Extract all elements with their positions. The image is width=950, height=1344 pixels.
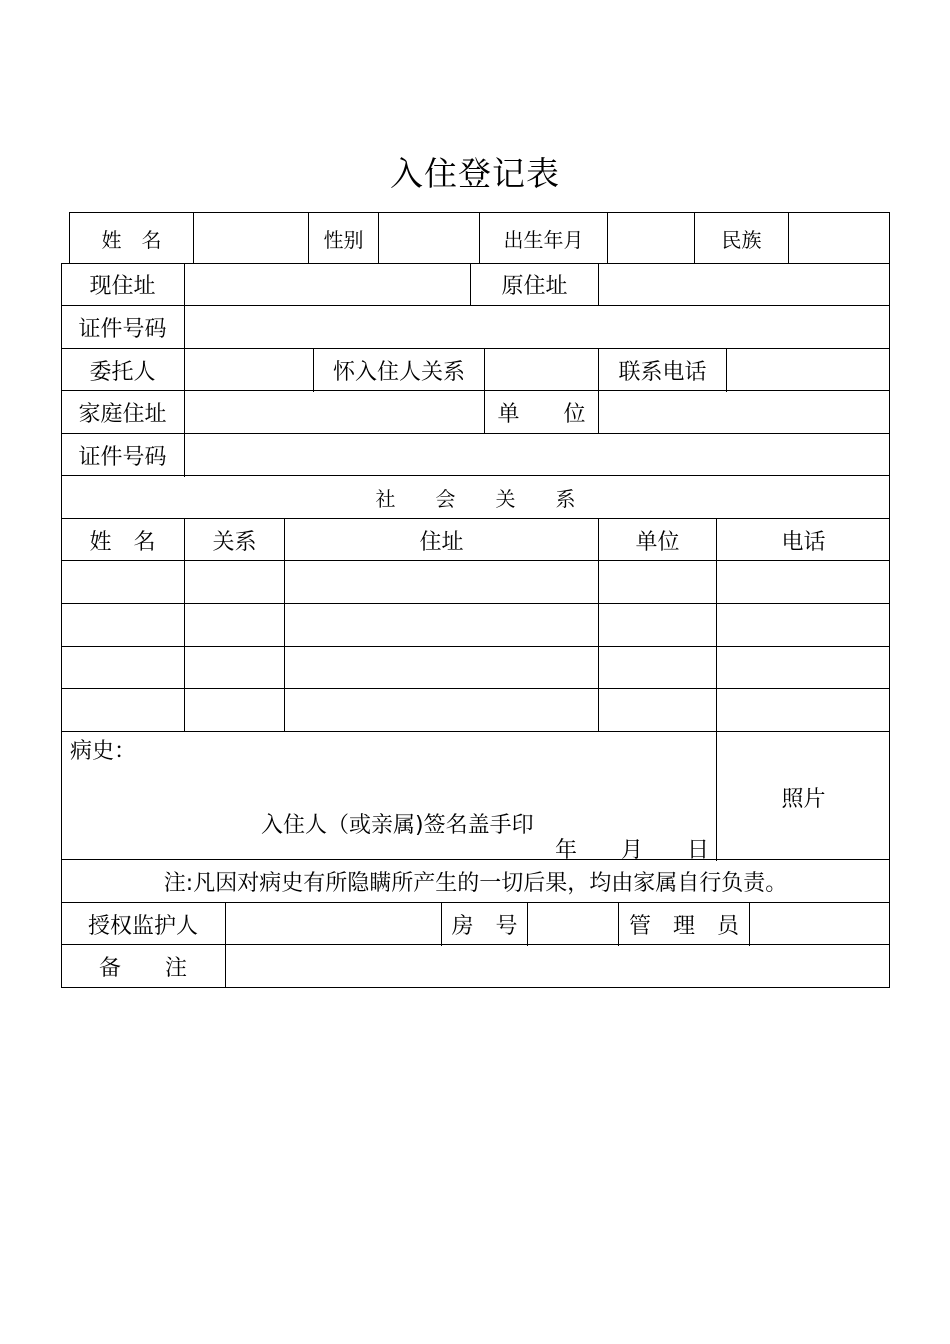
medical-history-section <box>61 731 890 861</box>
cell-name[interactable] <box>61 647 184 690</box>
cell-phone[interactable] <box>716 604 890 647</box>
name-field[interactable] <box>193 213 308 263</box>
page-title: 入住登记表 <box>390 154 560 193</box>
id-number-field-2[interactable] <box>184 434 890 477</box>
remarks-label: 备 注 <box>98 956 187 981</box>
social-relations-heading: 社 会 关 系 <box>375 487 576 511</box>
disclaimer-note: 注:凡因对病史有所隐瞒所产生的一切后果，均由家属自行负责。 <box>163 871 788 896</box>
trustee-label: 委托人 <box>89 360 156 385</box>
cell-phone[interactable] <box>716 689 890 732</box>
relation-label: 怀入住人关系 <box>313 349 484 392</box>
remarks-row <box>61 944 890 988</box>
cell-name[interactable] <box>61 561 184 604</box>
cell-employer[interactable] <box>598 647 716 690</box>
cell-relation[interactable] <box>184 604 284 647</box>
name-label: 姓 名 <box>101 227 162 252</box>
home-row <box>61 390 890 434</box>
phone-field[interactable] <box>726 349 890 392</box>
cell-relation[interactable] <box>184 689 284 732</box>
cell-name[interactable] <box>61 604 184 647</box>
id-row <box>61 305 890 349</box>
id-number-label-2: 证件号码 <box>78 445 167 470</box>
former-address-label: 原住址 <box>470 263 598 306</box>
ethnicity-label: 民族 <box>694 213 788 263</box>
social-col-address: 住址 <box>284 519 598 562</box>
disclaimer-row <box>61 859 890 903</box>
id-number-label: 证件号码 <box>78 317 167 342</box>
cell-phone[interactable] <box>716 647 890 690</box>
signature-label: 入住人（或亲属)签名盖手印 <box>261 813 534 838</box>
social-header-row <box>61 518 890 562</box>
cell-address[interactable] <box>284 689 598 732</box>
guardian-label: 授权监护人 <box>87 914 198 939</box>
photo-area[interactable] <box>716 732 890 861</box>
table-row <box>61 603 890 647</box>
social-col-phone: 电话 <box>716 519 890 562</box>
social-col-relation: 关系 <box>184 519 284 562</box>
table-row <box>61 688 890 732</box>
gender-label: 性别 <box>308 213 378 263</box>
cell-address[interactable] <box>284 604 598 647</box>
current-address-field[interactable] <box>184 263 470 306</box>
employer-label: 单 位 <box>484 391 598 434</box>
cell-relation[interactable] <box>184 561 284 604</box>
employer-field[interactable] <box>598 391 890 434</box>
ethnicity-field[interactable] <box>788 213 889 263</box>
table-row <box>61 560 890 604</box>
manager-label: 管 理 员 <box>618 903 749 946</box>
manager-field[interactable] <box>749 903 890 946</box>
gender-field[interactable] <box>378 213 479 263</box>
basic-info-row <box>69 212 890 264</box>
guardian-field[interactable] <box>225 903 441 946</box>
cell-employer[interactable] <box>598 561 716 604</box>
former-address-field[interactable] <box>598 263 890 306</box>
cell-phone[interactable] <box>716 561 890 604</box>
address-row <box>61 263 890 306</box>
cell-address[interactable] <box>284 561 598 604</box>
current-address-label: 现住址 <box>89 274 156 299</box>
cell-address[interactable] <box>284 647 598 690</box>
phone-label: 联系电话 <box>598 349 726 392</box>
home-address-label: 家庭住址 <box>78 402 167 427</box>
room-field[interactable] <box>527 903 618 946</box>
birth-label: 出生年月 <box>479 213 607 263</box>
cell-relation[interactable] <box>184 647 284 690</box>
cell-employer[interactable] <box>598 604 716 647</box>
social-col-employer: 单位 <box>598 519 716 562</box>
signature-date: 年 月 日 <box>555 838 710 863</box>
home-address-field[interactable] <box>184 391 484 434</box>
trustee-row <box>61 348 890 392</box>
remarks-field[interactable] <box>225 945 890 988</box>
cell-name[interactable] <box>61 689 184 732</box>
trustee-field[interactable] <box>184 349 313 392</box>
birth-field[interactable] <box>607 213 694 263</box>
id-number-field[interactable] <box>184 306 890 349</box>
photo-label: 照片 <box>781 787 826 812</box>
table-row <box>61 646 890 690</box>
relation-field[interactable] <box>484 349 598 392</box>
cell-employer[interactable] <box>598 689 716 732</box>
medical-history-label: 病史： <box>70 739 137 764</box>
id-row-2 <box>61 433 890 477</box>
room-label: 房 号 <box>441 903 527 946</box>
social-relations-heading-row <box>61 475 890 519</box>
social-col-name: 姓 名 <box>89 530 156 555</box>
guardian-row <box>61 902 890 946</box>
